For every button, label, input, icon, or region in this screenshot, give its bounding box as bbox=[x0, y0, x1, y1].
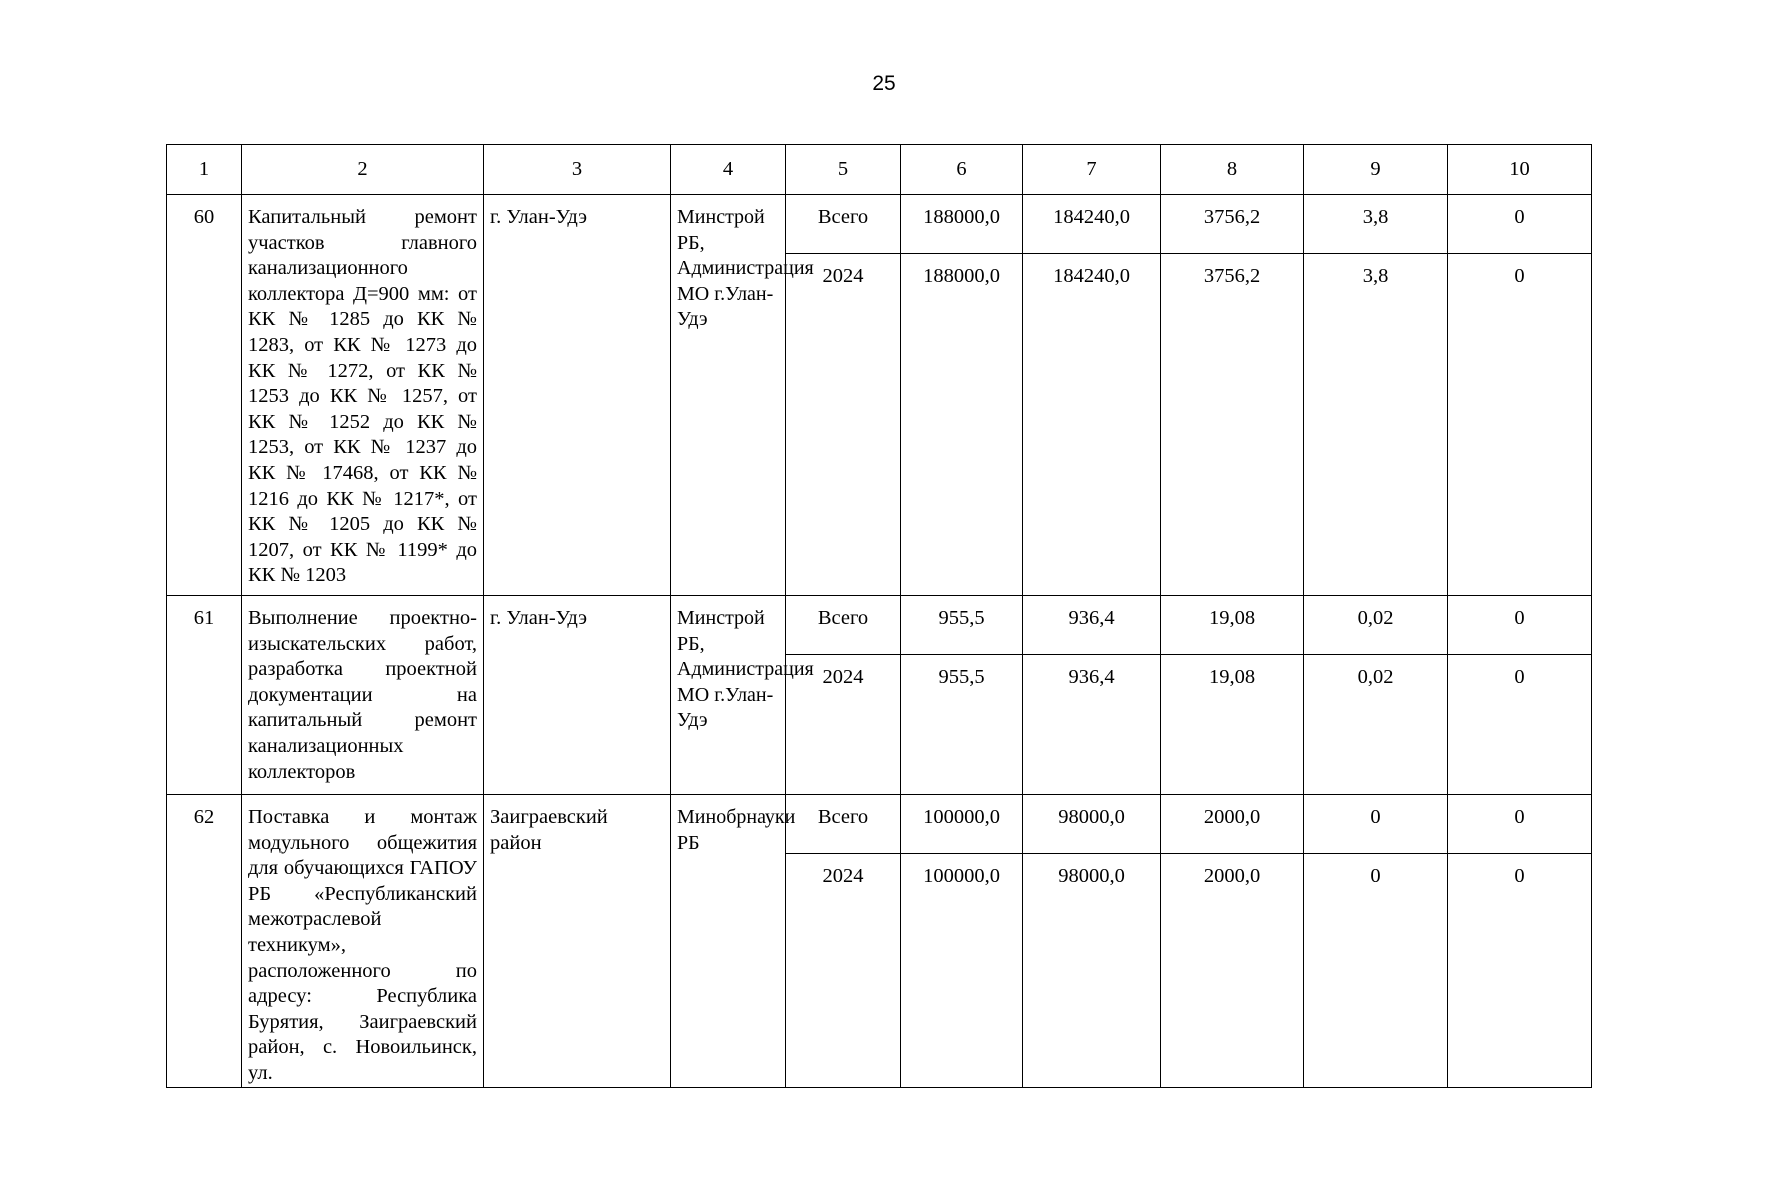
table-row bbox=[167, 795, 1592, 854]
header-cell: 4 bbox=[671, 145, 786, 195]
cell-col6: 188000,0 bbox=[901, 254, 1023, 596]
cell-period: Всего bbox=[786, 795, 901, 854]
cell-col7: 184240,0 bbox=[1023, 195, 1161, 254]
cell-col10: 0 bbox=[1448, 195, 1592, 254]
page-number: 25 bbox=[872, 72, 896, 95]
table-header-row bbox=[167, 145, 1592, 195]
cell-col7: 936,4 bbox=[1023, 655, 1161, 795]
header-cell: 2 bbox=[242, 145, 484, 195]
cell-col10: 0 bbox=[1448, 596, 1592, 655]
cell-col8: 3756,2 bbox=[1161, 195, 1304, 254]
header-cell: 9 bbox=[1304, 145, 1448, 195]
cell-period: 2024 bbox=[786, 655, 901, 795]
header-cell: 3 bbox=[484, 145, 671, 195]
row-description: Капитальный ремонт участков главного канализационного коллектора Д=900 мм: от КК № 1285 до КК № 1283, от КК № 1273 до КК № 1272, от КК № 1253 до КК № 1257, от КК № 1252 до КК № 1253, от КК № 1237 до КК № 17468, от КК № 1216 до КК № 1217*, от КК № 1205 до КК № 1207, от КК № 1199* до КК № 1203 bbox=[242, 195, 484, 596]
cell-col7: 98000,0 bbox=[1023, 854, 1161, 1088]
financing-table bbox=[166, 144, 1592, 1088]
cell-col10: 0 bbox=[1448, 854, 1592, 1088]
cell-period: 2024 bbox=[786, 254, 901, 596]
cell-col9: 0 bbox=[1304, 854, 1448, 1088]
header-cell: 6 bbox=[901, 145, 1023, 195]
cell-col9: 0 bbox=[1304, 795, 1448, 854]
cell-col10: 0 bbox=[1448, 254, 1592, 596]
row-location: Заиграевский район bbox=[484, 795, 671, 1088]
header-cell: 8 bbox=[1161, 145, 1304, 195]
cell-col8: 2000,0 bbox=[1161, 795, 1304, 854]
cell-period: Всего bbox=[786, 596, 901, 655]
table-row bbox=[167, 195, 1592, 254]
cell-col8: 2000,0 bbox=[1161, 854, 1304, 1088]
header-cell: 1 bbox=[167, 145, 242, 195]
cell-col10: 0 bbox=[1448, 655, 1592, 795]
cell-col9: 0,02 bbox=[1304, 655, 1448, 795]
row-responsible: Минстрой РБ, Администрация МО г.Улан-Удэ bbox=[671, 596, 786, 795]
header-cell: 7 bbox=[1023, 145, 1161, 195]
cell-col6: 100000,0 bbox=[901, 854, 1023, 1088]
cell-col7: 98000,0 bbox=[1023, 795, 1161, 854]
cell-col6: 955,5 bbox=[901, 655, 1023, 795]
table-row bbox=[167, 596, 1592, 655]
row-description: Поставка и монтаж модульного общежития для обучающихся ГАПОУ РБ «Республиканский межотраслевой техникум», расположенного по адресу: Республика Бурятия, Заиграевский район, с. Новоильинск, ул. bbox=[242, 795, 484, 1088]
header-cell: 10 bbox=[1448, 145, 1592, 195]
row-location: г. Улан-Удэ bbox=[484, 195, 671, 596]
cell-col10: 0 bbox=[1448, 795, 1592, 854]
cell-col9: 3,8 bbox=[1304, 195, 1448, 254]
row-responsible: Минстрой РБ, Администрация МО г.Улан-Удэ bbox=[671, 195, 786, 596]
cell-period: Всего bbox=[786, 195, 901, 254]
row-location: г. Улан-Удэ bbox=[484, 596, 671, 795]
row-number: 62 bbox=[167, 795, 242, 1088]
cell-col8: 19,08 bbox=[1161, 655, 1304, 795]
row-number: 61 bbox=[167, 596, 242, 795]
cell-col8: 19,08 bbox=[1161, 596, 1304, 655]
cell-col8: 3756,2 bbox=[1161, 254, 1304, 596]
header-cell: 5 bbox=[786, 145, 901, 195]
cell-col9: 0,02 bbox=[1304, 596, 1448, 655]
cell-col9: 3,8 bbox=[1304, 254, 1448, 596]
cell-col6: 188000,0 bbox=[901, 195, 1023, 254]
cell-col7: 936,4 bbox=[1023, 596, 1161, 655]
row-responsible: Минобрнауки РБ bbox=[671, 795, 786, 1088]
cell-col6: 100000,0 bbox=[901, 795, 1023, 854]
row-number: 60 bbox=[167, 195, 242, 596]
row-description: Выполнение проектно-изыскательских работ, разработка проектной документации на капитальный ремонт канализационных коллекторов bbox=[242, 596, 484, 795]
cell-col7: 184240,0 bbox=[1023, 254, 1161, 596]
cell-period: 2024 bbox=[786, 854, 901, 1088]
cell-col6: 955,5 bbox=[901, 596, 1023, 655]
